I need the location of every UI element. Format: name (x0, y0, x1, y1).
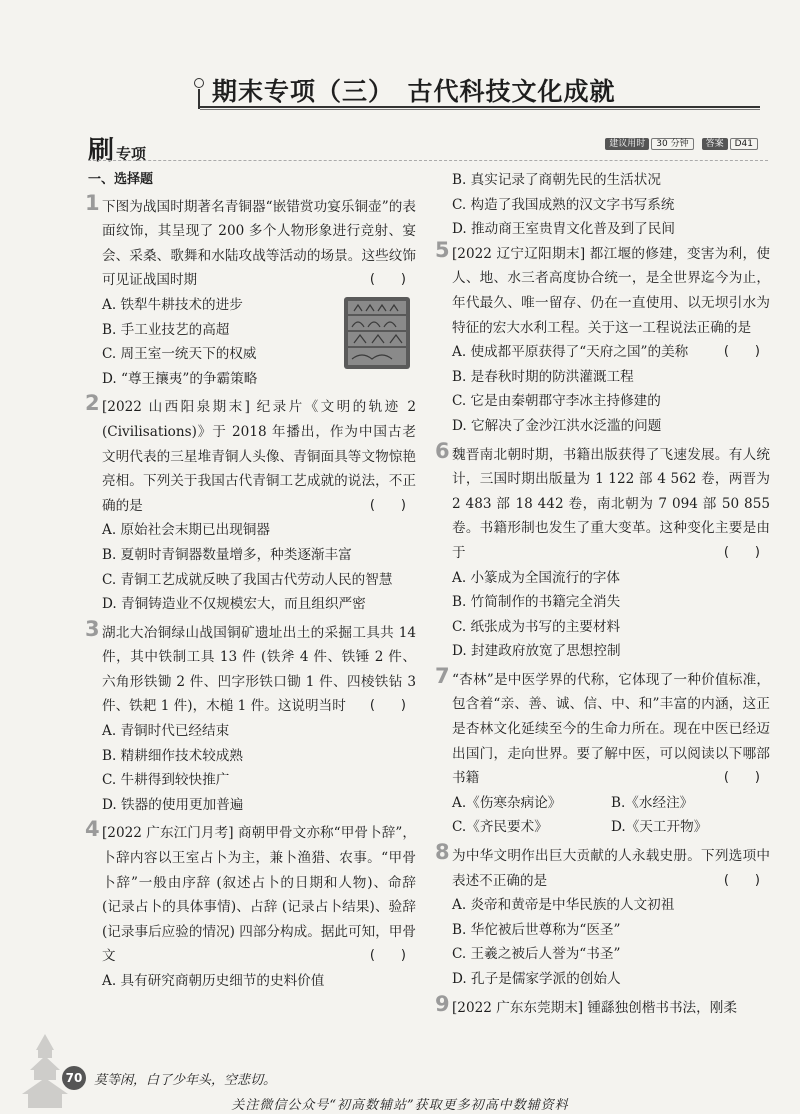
page-number: 70 (62, 1066, 86, 1090)
option-b[interactable]: B. 真实记录了商朝先民的生活状况 (452, 172, 661, 188)
option-b[interactable]: B. 手工业技艺的高超 (102, 321, 230, 338)
question-4 (85, 817, 416, 993)
option-c[interactable]: C. 纸张成为书写的主要材料 (452, 618, 621, 635)
question-text: 湖北大冶铜绿山战国铜矿遗址出土的采掘工具共 14 件，其中铁制工具 13 件 (铁斧 4 件、铁锤 2 件、六角形铁锄 2 件、凹字形铁口锄 1 件、四棱铁钻 3 件、铁耙 1 件)，木槌 1 件。这说明当时 (102, 624, 416, 715)
bronze-vessel-image (342, 295, 412, 371)
question-3 (85, 616, 416, 818)
answer-blank[interactable]: ( ) (369, 272, 406, 288)
page-title: 期末专项（三） 古代科技文化成就 (212, 77, 616, 106)
answer-blank[interactable]: ( ) (723, 872, 760, 888)
answer-blank[interactable]: ( ) (369, 948, 406, 964)
meta-tags (605, 136, 766, 149)
title-dot-icon (194, 78, 204, 88)
question-text: 下图为战国时期著名青铜器“嵌错赏功宴乐铜壶”的表面纹饰，其呈现了 200 多个人物形象进行竞射、宴会、采桑、歌舞和水陆攻战等活动的场景。这些纹饰可见证战国时期 (102, 198, 416, 289)
question-number: 8 (435, 840, 450, 865)
page-title-bar (190, 70, 770, 110)
title-underline (200, 106, 760, 108)
answer-blank[interactable]: ( ) (723, 544, 760, 560)
question-number: 4 (85, 817, 100, 842)
option-c[interactable]: C. 它是由秦朝郡守李冰主持修建的 (452, 393, 661, 410)
question-9 (435, 991, 770, 1021)
time-label: 建议用时 (605, 138, 649, 150)
question-text: 魏晋南北朝时期，书籍出版获得了飞速发展。有人统计，三国时期出版量为 1 122 部 4 562 卷，两晋为 2 483 部 18 442 卷，南北朝为 7 094 部 50 855 卷。书籍形制也发生了重大变革。这种变化主要是由于 (452, 446, 770, 561)
option-b[interactable]: B. 精耕细作技术较成熟 (102, 747, 243, 764)
section-heading: 一、选择题 (88, 172, 154, 187)
option-a[interactable]: A.《伤寒杂病论》 (452, 794, 562, 811)
option-c[interactable]: C. 青铜工艺成就反映了我国古代劳动人民的智慧 (102, 571, 393, 588)
bottom-notice: 关注微信公众号“初高数辅站”获取更多初高中数辅资料 (231, 1098, 569, 1113)
option-c[interactable]: C.《齐民要术》 (452, 819, 548, 836)
answer-label: 答案 (702, 138, 728, 150)
question-number: 7 (435, 663, 450, 688)
question-number: 6 (435, 438, 450, 463)
question-1 (85, 190, 416, 392)
question-text: [2022 广东江门月考] 商朝甲骨文亦称“甲骨卜辞”，卜辞内容以王室占卜为主，兼卜渔猎、农事。“甲骨卜辞”一般由序辞 (叙述占卜的日期和人物)、命辞 (记录占卜的具体事情)、占辞 (记录占卜结果)、验辞 (记录事后应验的情况) 四部分构成。据此可知，甲骨文 (102, 825, 416, 965)
option-d[interactable]: D. 它解决了金沙江洪水泛滥的问题 (452, 417, 662, 434)
footer-motto: 莫等闲，白了少年头，空悲切。 (94, 1072, 277, 1088)
options-grid (452, 791, 770, 840)
option-d[interactable]: D. “尊王攘夷”的争霸策略 (102, 370, 258, 387)
option-b[interactable]: B. 竹简制作的书籍完全消失 (452, 594, 621, 611)
option-d[interactable]: D. 铁器的使用更加普遍 (102, 796, 244, 813)
answer-blank[interactable]: ( ) (369, 698, 406, 714)
question-number: 1 (85, 190, 100, 215)
header-divider (88, 160, 768, 161)
question-number: 9 (435, 991, 450, 1016)
answer-blank[interactable]: ( ) (723, 344, 760, 360)
question-number: 3 (85, 616, 100, 641)
question-4-continued (436, 168, 770, 242)
question-5 (435, 237, 770, 439)
option-a[interactable]: A. 青铜时代已经结束 (102, 723, 230, 740)
question-text: “杏林”是中医学界的代称，它体现了一种价值标准，包含着“亲、善、诚、信、中、和”丰富的内涵，这正是杏林文化延续至今的生命力所在。现在中医已经迈出国门，走向世界。要了解中医，可以阅读以下哪部书籍 (452, 671, 770, 787)
option-a[interactable]: A. 炎帝和黄帝是中华民族的人文初祖 (452, 897, 675, 914)
option-d[interactable]: D.《天工开物》 (611, 819, 708, 836)
question-text: 为中华文明作出巨大贡献的人永载史册。下列选项中表述不正确的是 (452, 848, 770, 889)
question-8 (435, 840, 770, 992)
question-text: [2022 辽宁辽阳期末] 都江堰的修建，变害为利，使人、地、水三者高度协合统一，是全世界迄今为止，年代最久、唯一留存、仍在一直使用、以无坝引水为特征的宏大水利工程。关于这一工程说法正确的是 (452, 245, 770, 336)
answer-blank[interactable]: ( ) (723, 770, 760, 786)
question-number: 5 (435, 237, 450, 262)
option-a[interactable]: A. 铁犁牛耕技术的进步 (102, 296, 243, 313)
question-6 (435, 438, 770, 664)
option-c[interactable]: C. 周王室一统天下的权威 (102, 346, 257, 363)
question-text: [2022 山西阳泉期末] 纪录片《文明的轨迹 2 (Civilisations)》于 2018 年播出，作为中国古老文明代表的三星堆青铜人头像、青铜面具等文物惊艳亮相。下列关于我国古代青铜工艺成就的说法，不正确的是 (102, 399, 416, 514)
question-2 (85, 391, 416, 616)
option-d[interactable]: D. 推动商王室贵胄文化普及到了民间 (452, 221, 675, 238)
question-text: [2022 广东东莞期末] 锺繇独创楷书书法，刚柔 (452, 999, 737, 1016)
option-c[interactable]: C. 构造了我国成熟的汉文字书写系统 (452, 196, 675, 213)
question-7 (435, 663, 770, 840)
answer-value: D41 (730, 138, 758, 150)
section-banner (88, 130, 147, 166)
question-number: 2 (85, 391, 100, 416)
right-column (436, 168, 770, 1024)
option-a[interactable]: A. 具有研究商朝历史细节的史料价值 (102, 973, 325, 989)
left-column (86, 168, 416, 998)
option-d[interactable]: D. 孔子是儒家学派的创始人 (452, 971, 621, 987)
page-footer (62, 1066, 276, 1092)
brush-sub: 专项 (116, 145, 147, 163)
title-underline-thin (200, 109, 760, 110)
option-d[interactable]: D. 封建政府放宽了思想控制 (452, 643, 621, 660)
option-c[interactable]: C. 王羲之被后人誉为“书圣” (452, 946, 621, 963)
brush-char: 刷 (88, 136, 115, 166)
option-b[interactable]: B. 华佗被后世尊称为“医圣” (452, 921, 621, 938)
option-b[interactable]: B. 夏朝时青铜器数量增多，种类逐渐丰富 (102, 546, 352, 563)
option-b[interactable]: B.《水经注》 (611, 794, 694, 811)
option-a[interactable]: A. 小篆成为全国流行的字体 (452, 569, 620, 586)
option-b[interactable]: B. 是春秋时期的防洪灌溉工程 (452, 368, 634, 385)
option-a[interactable]: A. 原始社会末期已出现铜器 (102, 522, 270, 539)
option-c[interactable]: C. 牛耕得到较快推广 (102, 772, 230, 789)
answer-blank[interactable]: ( ) (369, 497, 406, 513)
time-value: 30 分钟 (651, 138, 693, 150)
option-d[interactable]: D. 青铜铸造业不仅规模宏大，而且组织严密 (102, 596, 366, 613)
option-a[interactable]: A. 使成都平原获得了“天府之国”的美称 (452, 344, 689, 361)
